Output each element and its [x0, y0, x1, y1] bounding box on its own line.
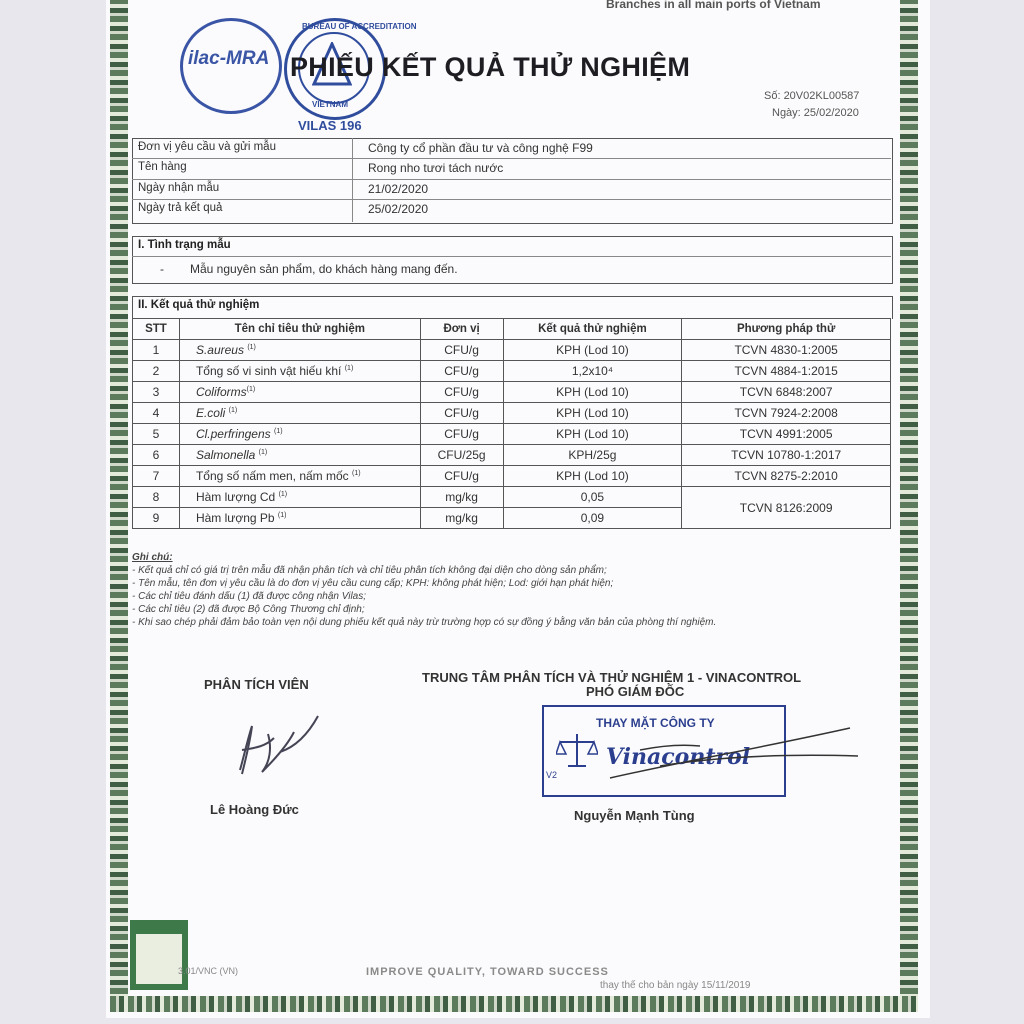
center-title: TRUNG TÂM PHÂN TÍCH VÀ THỬ NGHIỆM 1 - VINACONTROL — [422, 670, 802, 685]
row-number: 2 — [133, 361, 180, 382]
section-1-dash: - — [160, 262, 164, 276]
table-row — [133, 466, 891, 487]
row-number: 1 — [133, 340, 180, 361]
test-name: Hàm lượng Cd — [195, 490, 276, 504]
scales-icon — [556, 730, 598, 770]
info-label: Ngày nhận mẫu — [138, 182, 220, 194]
column-header: Kết quả thử nghiệm — [503, 319, 682, 340]
info-label: Tên hàng — [138, 161, 187, 173]
table-row — [133, 403, 891, 424]
vilas-mark: (1) — [247, 344, 256, 351]
row-number: 5 — [133, 424, 180, 445]
row-number: 6 — [133, 445, 180, 466]
method: TCVN 4991:2005 — [682, 424, 891, 445]
test-name: E.coli — [195, 406, 226, 420]
column-header: STT — [133, 319, 180, 340]
method: TCVN 6848:2007 — [682, 382, 891, 403]
footer-slogan: IMPROVE QUALITY, TOWARD SUCCESS — [366, 966, 609, 978]
note-line: - Các chỉ tiêu đánh dấu (1) đã được công nhận Vilas; — [132, 591, 367, 602]
row-number: 4 — [133, 403, 180, 424]
branches-text: Branches in all main ports of Vietnam — [606, 0, 821, 11]
note-line: - Tên mẫu, tên đơn vị yêu cầu là do đơn vị yêu cầu cung cấp; KPH: không phát hiện; Lod: giới hạn phát hiện; — [132, 578, 614, 589]
test-name: S.aureus — [195, 343, 244, 357]
note-line: - Kết quả chỉ có giá trị trên mẫu đã nhận phân tích và chỉ tiêu phân tích không đại diện cho dòng sản phẩm; — [132, 565, 607, 576]
vilas-mark: (1) — [228, 407, 238, 414]
unit: CFU/g — [420, 382, 503, 403]
analyst-signature — [222, 708, 332, 788]
vilas-mark: (1) — [258, 449, 268, 456]
section-2-title: II. Kết quả thử nghiệm — [138, 299, 260, 311]
row-number: 9 — [133, 508, 180, 529]
result: 0,09 — [503, 508, 682, 529]
test-name: Cl.perfringens — [195, 427, 271, 441]
unit: CFU/g — [420, 361, 503, 382]
column-header: Tên chỉ tiêu thử nghiệm — [179, 319, 420, 340]
table-row — [133, 340, 891, 361]
decorative-border-right — [900, 0, 918, 1012]
section-1-title: I. Tình trạng mẫu — [138, 239, 231, 251]
result: KPH/25g — [503, 445, 682, 466]
row-number: 3 — [133, 382, 180, 403]
sample-status-box — [132, 236, 893, 284]
method: TCVN 4830-1:2005 — [682, 340, 891, 361]
unit: mg/kg — [420, 487, 503, 508]
vilas-mark: (1) — [352, 470, 361, 477]
footer-replaced: thay thế cho bản ngày 15/11/2019 — [600, 980, 751, 991]
table-row — [133, 382, 891, 403]
result: KPH (Lod 10) — [503, 424, 682, 445]
vilas-mark: (1) — [278, 491, 288, 498]
method: TCVN 8126:2009 — [682, 487, 891, 529]
vilas-label: VILAS 196 — [298, 118, 362, 133]
notes-heading: Ghi chú: — [132, 552, 173, 563]
result: 1,2x10⁴ — [503, 361, 682, 382]
table-row — [133, 424, 891, 445]
info-label: Ngày trả kết quả — [138, 202, 223, 214]
result: KPH (Lod 10) — [503, 340, 682, 361]
deputy-signature — [600, 720, 860, 790]
unit: CFU/g — [420, 466, 503, 487]
info-value: Rong nho tươi tách nước — [368, 161, 504, 175]
analyst-name: Lê Hoàng Đức — [210, 802, 299, 817]
table-row — [133, 487, 891, 508]
ilac-logo-text: ilac-MRA — [188, 48, 270, 69]
result: 0,05 — [503, 487, 682, 508]
decorative-border-bottom — [110, 996, 918, 1012]
unit: CFU/25g — [420, 445, 503, 466]
table-row — [133, 445, 891, 466]
unit: CFU/g — [420, 424, 503, 445]
method: TCVN 4884-1:2015 — [682, 361, 891, 382]
table-row — [133, 361, 891, 382]
test-name: Salmonella — [195, 448, 256, 462]
info-value: 25/02/2020 — [368, 202, 429, 216]
info-value: 21/02/2020 — [368, 182, 429, 196]
result: KPH (Lod 10) — [503, 382, 682, 403]
row-number: 8 — [133, 487, 180, 508]
method: TCVN 7924-2:2008 — [682, 403, 891, 424]
note-line: - Khi sao chép phải đảm bảo toàn vẹn nội dung phiếu kết quả này trừ trường hợp có sự đồng ý bằng văn bản của phòng thí nghiệm. — [132, 617, 717, 628]
deputy-name: Nguyễn Mạnh Tùng — [574, 808, 695, 823]
column-header: Đơn vị — [420, 319, 503, 340]
decorative-border-left — [110, 0, 128, 1012]
test-name: Hàm lượng Pb — [195, 511, 275, 525]
seal-country: VIETNAM — [312, 100, 348, 109]
result: KPH (Lod 10) — [503, 403, 682, 424]
results-table — [132, 318, 891, 529]
vilas-mark: (1) — [344, 365, 354, 372]
document-number: Số: 20V02KL00587 — [764, 90, 860, 102]
test-name: Tổng số nấm men, nấm mốc — [195, 469, 349, 483]
form-code: 3.01/VNC (VN) — [178, 966, 239, 976]
note-line: - Các chỉ tiêu (2) đã được Bộ Công Thương chỉ định; — [132, 604, 365, 615]
certification-badge-inner — [136, 934, 182, 984]
info-label: Đơn vị yêu cầu và gửi mẫu — [138, 141, 276, 153]
method: TCVN 10780-1:2017 — [682, 445, 891, 466]
vilas-mark: (1) — [246, 386, 256, 393]
stamp-code: V2 — [546, 770, 558, 780]
seal-text: BUREAU OF ACCREDITATION — [302, 22, 417, 31]
method: TCVN 8275-2:2010 — [682, 466, 891, 487]
table-header-row — [133, 319, 891, 340]
column-header: Phương pháp thử — [682, 319, 891, 340]
notes — [132, 551, 716, 629]
row-number: 7 — [133, 466, 180, 487]
unit: CFU/g — [420, 340, 503, 361]
test-name: Tổng số vi sinh vật hiếu khí — [195, 364, 342, 378]
deputy-title: PHÓ GIÁM ĐỐC — [586, 684, 685, 699]
analyst-title: PHÂN TÍCH VIÊN — [204, 677, 309, 692]
info-value: Công ty cổ phần đầu tư và công nghệ F99 — [368, 141, 593, 155]
unit: CFU/g — [420, 403, 503, 424]
test-name: Coliforms — [195, 385, 247, 399]
result: KPH (Lod 10) — [503, 466, 682, 487]
vilas-mark: (1) — [277, 512, 287, 519]
vilas-mark: (1) — [274, 428, 283, 435]
document-date: Ngày: 25/02/2020 — [772, 107, 859, 119]
stamp-brand: Vinacontrol — [606, 744, 751, 770]
section-1-text: Mẫu nguyên sản phẩm, do khách hàng mang đến. — [190, 262, 458, 276]
unit: mg/kg — [420, 508, 503, 529]
stamp-top-text: THAY MẶT CÔNG TY — [596, 716, 715, 730]
document-title: PHIẾU KẾT QUẢ THỬ NGHIỆM — [290, 52, 691, 82]
